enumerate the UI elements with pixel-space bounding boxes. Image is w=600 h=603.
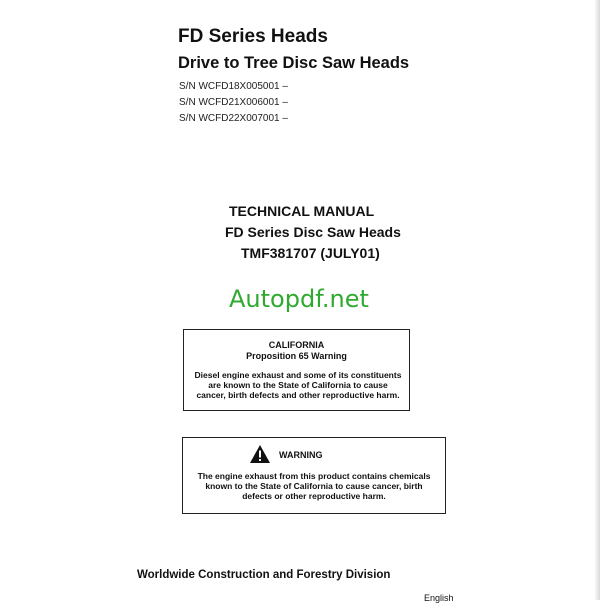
manual-number: TMF381707 (JULY01) bbox=[241, 245, 380, 261]
series-title: FD Series Heads bbox=[178, 26, 328, 47]
language-label: English bbox=[424, 593, 454, 603]
watermark-text: Autopdf.net bbox=[229, 285, 369, 313]
division-name: Worldwide Construction and Forestry Division bbox=[137, 569, 391, 581]
warning-box bbox=[182, 437, 446, 514]
california-box-title: CALIFORNIA bbox=[268, 340, 325, 350]
manual-name: FD Series Disc Saw Heads bbox=[225, 224, 401, 240]
page-edge-shadow bbox=[594, 0, 600, 600]
warning-triangle-icon bbox=[249, 444, 271, 464]
manual-type: TECHNICAL MANUAL bbox=[229, 203, 375, 219]
warning-box-body: The engine exhaust from this product contains chemicals known to the State of California to cause cancer, birth defects or other reproductive harm. bbox=[197, 471, 431, 501]
series-subtitle: Drive to Tree Disc Saw Heads bbox=[178, 54, 410, 72]
serial-number: S/N WCFD18X005001 – bbox=[179, 81, 288, 92]
california-box-subtitle: Proposition 65 Warning bbox=[246, 351, 347, 361]
warning-label: WARNING bbox=[279, 450, 323, 460]
california-box-body: Diesel engine exhaust and some of its constituents are known to the State of California to cause cancer, birth defects and other reproductive harm. bbox=[194, 370, 402, 400]
serial-number: S/N WCFD22X007001 – bbox=[179, 113, 288, 124]
serial-number: S/N WCFD21X006001 – bbox=[179, 97, 288, 108]
california-prop65-box bbox=[183, 329, 410, 411]
